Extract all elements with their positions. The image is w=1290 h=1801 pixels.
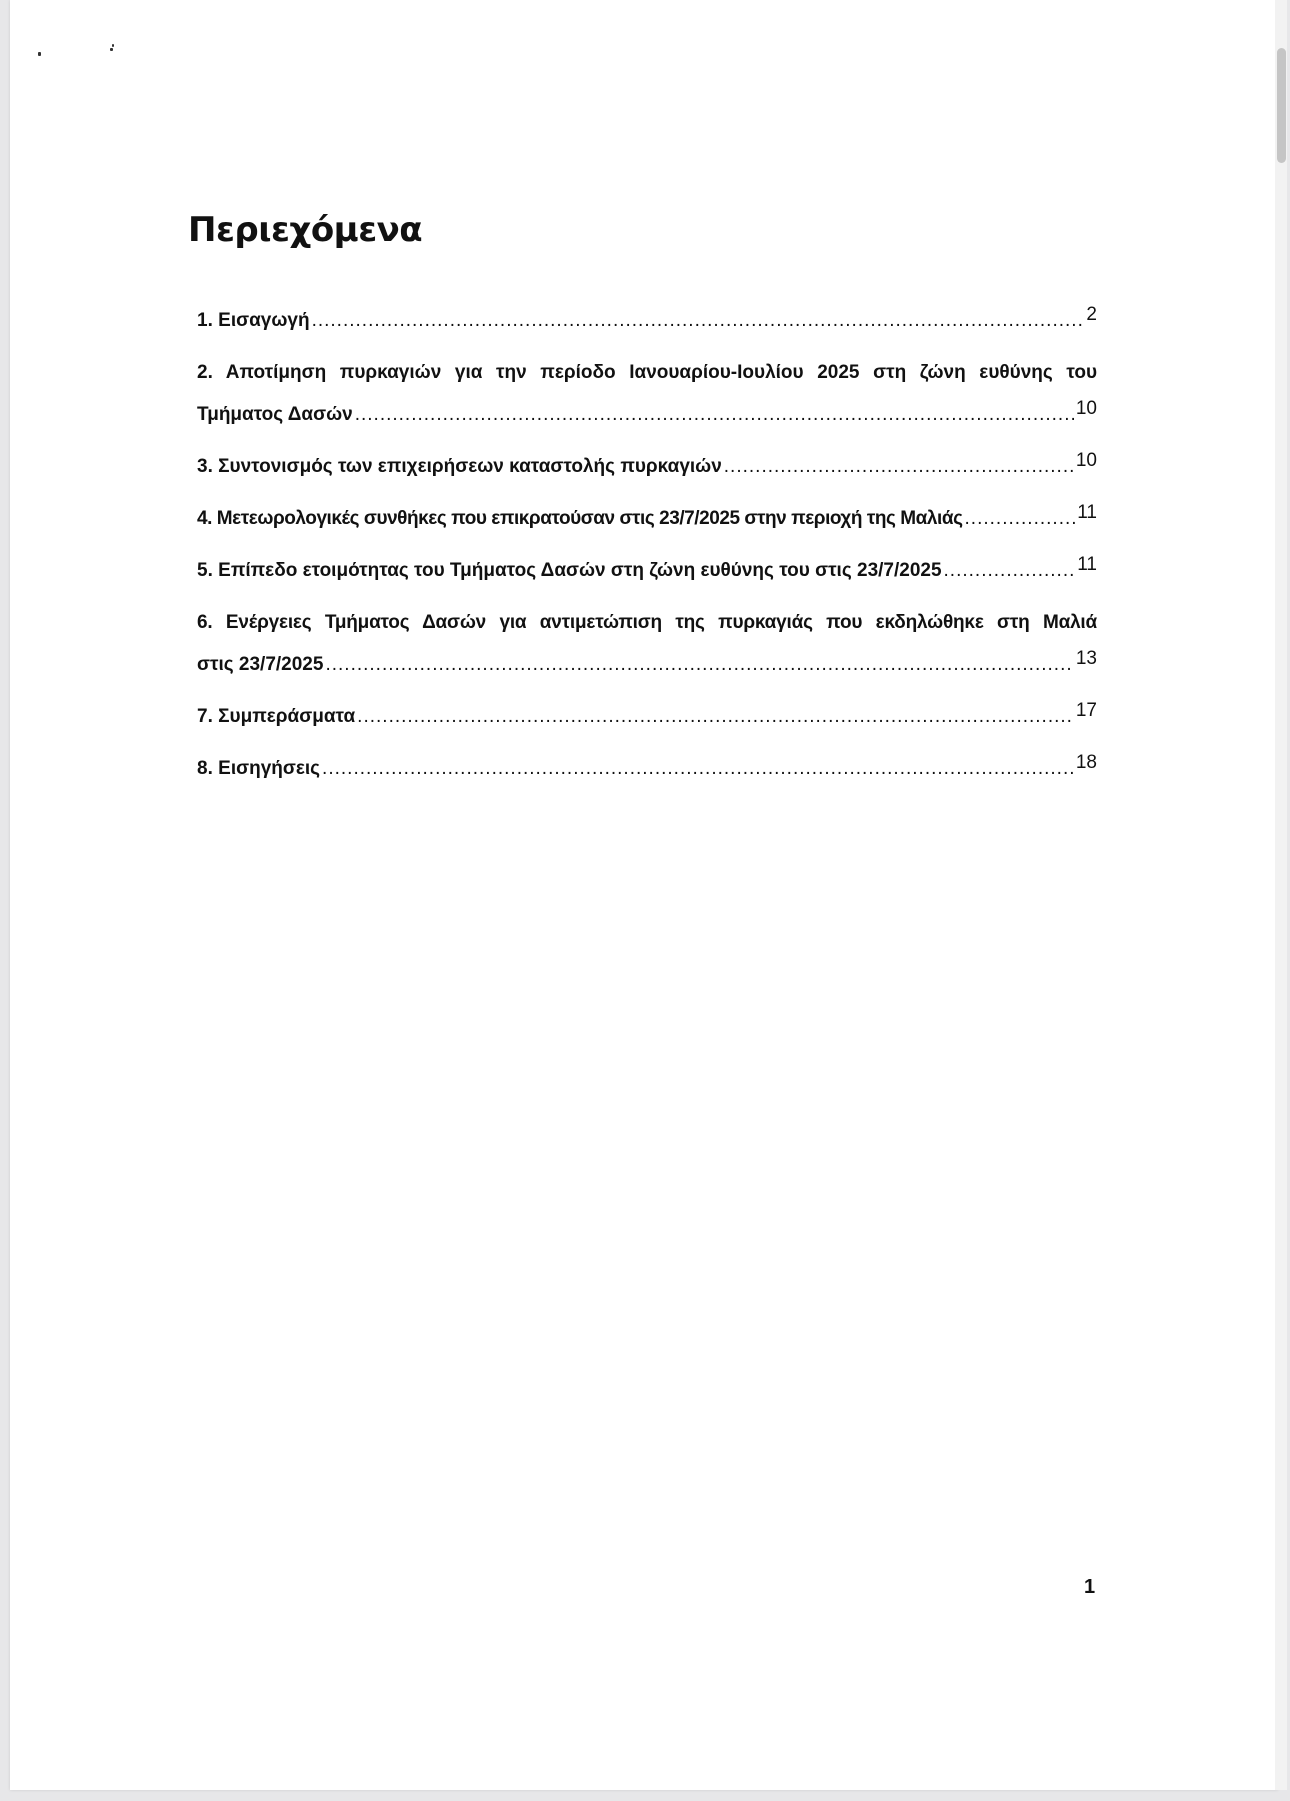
- toc-page-number: 10: [1075, 450, 1097, 471]
- toc-entry-label: 7. Συμπεράσματα: [197, 706, 356, 727]
- toc-entry-label: 8. Εισηγήσεις: [197, 758, 321, 779]
- toc-page-number: 17: [1075, 700, 1097, 721]
- dot-leader: [724, 446, 1074, 488]
- document-page: [10, 0, 1278, 1790]
- dot-leader: [325, 644, 1073, 686]
- toc-page-number: 2: [1086, 304, 1097, 325]
- dot-leader: [322, 748, 1074, 790]
- toc-page-number: 11: [1077, 502, 1097, 523]
- toc-entry[interactable]: [197, 352, 1097, 436]
- dot-leader: [355, 394, 1074, 436]
- toc-page-number: 13: [1075, 648, 1097, 669]
- toc-entry[interactable]: [197, 550, 1097, 592]
- toc-title: Περιεχόμενα: [188, 210, 423, 250]
- toc-entry-label: 3. Συντονισμός των επιχειρήσεων καταστολής πυρκαγιών: [197, 456, 722, 477]
- vertical-scrollbar[interactable]: [1275, 0, 1287, 1790]
- toc-entry-label: 1. Εισαγωγή: [197, 310, 310, 331]
- dot-leader: [944, 550, 1076, 592]
- scrollbar-thumb[interactable]: [1277, 48, 1286, 163]
- toc-entry-label-line2: Τμήματος Δασών: [197, 404, 353, 425]
- table-of-contents: [197, 300, 1097, 800]
- toc-entry[interactable]: [197, 446, 1097, 488]
- dot-leader: [312, 300, 1085, 342]
- toc-entry[interactable]: [197, 300, 1097, 342]
- toc-entry[interactable]: [197, 696, 1097, 738]
- toc-entry[interactable]: [197, 602, 1097, 686]
- toc-entry-label: 5. Επίπεδο ετοιμότητας του Τμήματος Δασών στη ζώνη ευθύνης του στις 23/7/2025: [197, 560, 942, 581]
- toc-page-number: 18: [1075, 752, 1097, 773]
- toc-entry-label-line2: στις 23/7/2025: [197, 654, 324, 675]
- toc-entry-label-line1: 2. Αποτίμηση πυρκαγιών για την περίοδο Ιανουαρίου-Ιουλίου 2025 στη ζώνη ευθύνης του: [197, 362, 1097, 383]
- dot-leader: [357, 696, 1074, 738]
- scan-speck: [110, 48, 113, 51]
- toc-page-number: 10: [1075, 398, 1097, 419]
- toc-entry[interactable]: [197, 748, 1097, 790]
- page-number: 1: [1084, 1576, 1096, 1598]
- scan-speck: [38, 52, 41, 56]
- dot-leader: [965, 498, 1076, 540]
- toc-entry-label-line1: 6. Ενέργειες Τμήματος Δασών για αντιμετώπιση της πυρκαγιάς που εκδηλώθηκε στη Μαλιά: [197, 612, 1097, 633]
- toc-page-number: 11: [1077, 554, 1097, 575]
- toc-entry-label: 4. Μετεωρολογικές συνθήκες που επικρατούσαν στις 23/7/2025 στην περιοχή της Μαλιάς: [197, 508, 963, 529]
- scan-speck: [112, 44, 114, 47]
- toc-entry[interactable]: [197, 498, 1097, 540]
